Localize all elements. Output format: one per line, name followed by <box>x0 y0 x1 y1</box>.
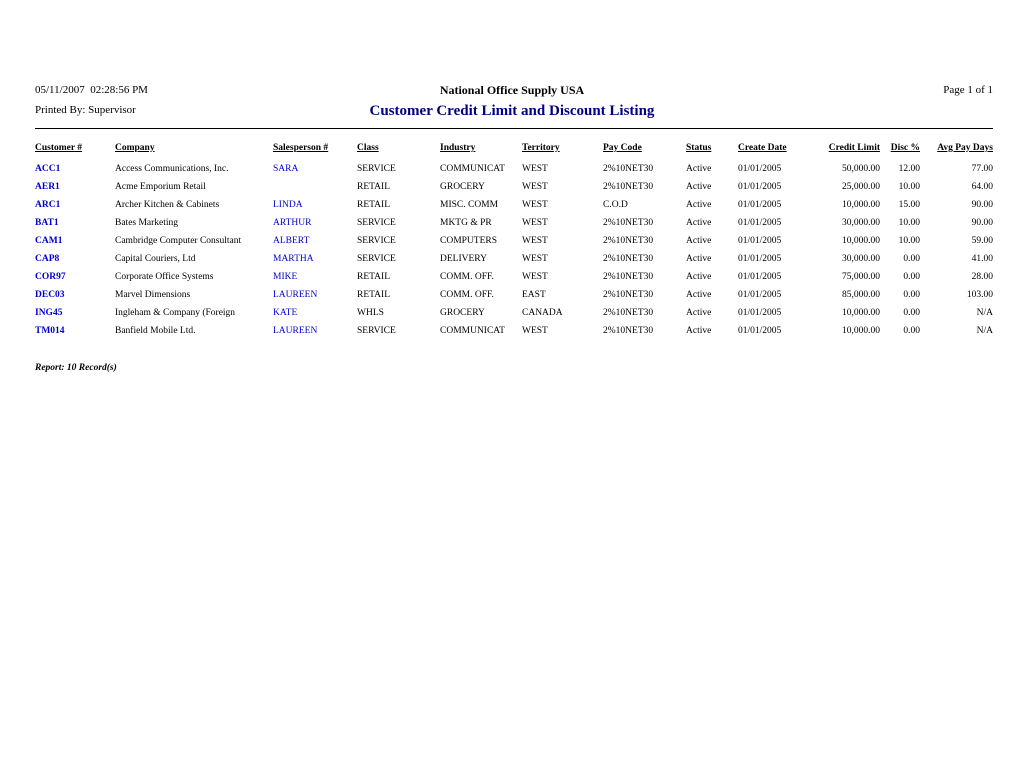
cell-create-date: 01/01/2005 <box>738 290 782 300</box>
cell-territory: WEST <box>522 182 548 192</box>
cell-territory: WEST <box>522 236 548 246</box>
cell-status: Active <box>686 308 712 318</box>
cell-salesperson: ALBERT <box>273 236 310 246</box>
cell-create-date: 01/01/2005 <box>738 326 782 336</box>
cell-salesperson: SARA <box>273 164 299 174</box>
table-row <box>35 254 993 272</box>
cell-company: Banfield Mobile Ltd. <box>115 326 196 336</box>
cell-create-date: 01/01/2005 <box>738 236 782 246</box>
cell-class: SERVICE <box>357 164 396 174</box>
cell-territory: WEST <box>522 218 548 228</box>
cell-customer: ACC1 <box>35 164 61 174</box>
cell-customer: CAM1 <box>35 236 63 246</box>
cell-avg-pay-days: 77.00 <box>971 164 993 174</box>
cell-create-date: 01/01/2005 <box>738 308 782 318</box>
table-row <box>35 326 993 344</box>
cell-status: Active <box>686 164 712 174</box>
column-header-credit-limit: Credit Limit <box>828 143 880 153</box>
cell-industry: GROCERY <box>440 182 485 192</box>
printed-by: Printed By: Supervisor <box>35 104 136 116</box>
cell-customer: CAP8 <box>35 254 60 264</box>
column-header-company: Company <box>115 143 155 153</box>
cell-salesperson: MIKE <box>273 272 298 282</box>
cell-avg-pay-days: 59.00 <box>971 236 993 246</box>
cell-credit-limit: 10,000.00 <box>842 236 880 246</box>
cell-class: RETAIL <box>357 200 391 210</box>
cell-pay-code: 2%10NET30 <box>603 236 654 246</box>
column-header-industry: Industry <box>440 143 476 153</box>
table-row <box>35 236 993 254</box>
cell-status: Active <box>686 200 712 210</box>
cell-avg-pay-days: 103.00 <box>966 290 993 300</box>
cell-class: RETAIL <box>357 272 391 282</box>
table-row <box>35 182 993 200</box>
table-row <box>35 272 993 290</box>
cell-credit-limit: 50,000.00 <box>842 164 880 174</box>
cell-industry: GROCERY <box>440 308 485 318</box>
table-row <box>35 290 993 308</box>
cell-salesperson: LINDA <box>273 200 303 210</box>
table-row <box>35 200 993 218</box>
cell-salesperson <box>273 182 357 200</box>
cell-credit-limit: 10,000.00 <box>842 308 880 318</box>
cell-industry: MKTG & PR <box>440 218 492 228</box>
cell-territory: WEST <box>522 254 548 264</box>
cell-pay-code: 2%10NET30 <box>603 164 654 174</box>
table-row <box>35 164 993 182</box>
cell-pay-code: C.O.D <box>603 200 628 210</box>
table-row <box>35 218 993 236</box>
cell-avg-pay-days: 90.00 <box>971 218 993 228</box>
column-header-pay-code: Pay Code <box>603 143 642 153</box>
cell-credit-limit: 10,000.00 <box>842 326 880 336</box>
cell-customer: ARC1 <box>35 200 61 210</box>
cell-credit-limit: 30,000.00 <box>842 254 880 264</box>
cell-avg-pay-days: 41.00 <box>971 254 993 264</box>
cell-company: Acme Emporium Retail <box>115 182 206 192</box>
column-header-customer: Customer # <box>35 143 83 153</box>
cell-status: Active <box>686 236 712 246</box>
cell-industry: MISC. COMM <box>440 200 499 210</box>
cell-territory: WEST <box>522 200 548 210</box>
cell-avg-pay-days: 28.00 <box>971 272 993 282</box>
cell-industry: COMMUNICAT <box>440 164 505 174</box>
cell-industry: COMPUTERS <box>440 236 498 246</box>
report-title: Customer Credit Limit and Discount Listing <box>369 103 655 119</box>
cell-industry: DELIVERY <box>440 254 487 264</box>
cell-disc: 12.00 <box>898 164 920 174</box>
cell-credit-limit: 10,000.00 <box>842 200 880 210</box>
cell-status: Active <box>686 254 712 264</box>
cell-territory: EAST <box>522 290 546 300</box>
cell-status: Active <box>686 272 712 282</box>
cell-create-date: 01/01/2005 <box>738 254 782 264</box>
cell-disc: 0.00 <box>903 290 920 300</box>
cell-territory: WEST <box>522 326 548 336</box>
cell-class: RETAIL <box>357 182 391 192</box>
header-rule <box>35 128 993 129</box>
cell-class: WHLS <box>357 308 384 318</box>
report-datetime: 05/11/2007 02:28:56 PM <box>35 84 148 96</box>
table-header <box>35 143 993 164</box>
cell-company: Archer Kitchen & Cabinets <box>115 200 220 210</box>
cell-company: Cambridge Computer Consultant <box>115 236 242 246</box>
cell-company: Capital Couriers, Ltd <box>115 254 196 264</box>
cell-status: Active <box>686 218 712 228</box>
cell-pay-code: 2%10NET30 <box>603 308 654 318</box>
table-header-row <box>35 143 993 164</box>
cell-disc: 10.00 <box>898 218 920 228</box>
cell-pay-code: 2%10NET30 <box>603 290 654 300</box>
cell-pay-code: 2%10NET30 <box>603 254 654 264</box>
cell-class: SERVICE <box>357 218 396 228</box>
column-header-avg-pay-days: Avg Pay Days <box>937 143 993 153</box>
column-header-disc: Disc % <box>890 143 920 153</box>
cell-create-date: 01/01/2005 <box>738 164 782 174</box>
cell-customer: BAT1 <box>35 218 59 228</box>
cell-company: Marvel Dimensions <box>115 290 191 300</box>
cell-disc: 15.00 <box>898 200 920 210</box>
cell-create-date: 01/01/2005 <box>738 218 782 228</box>
cell-industry: COMM. OFF. <box>440 290 494 300</box>
cell-avg-pay-days: N/A <box>976 308 993 318</box>
cell-credit-limit: 25,000.00 <box>842 182 880 192</box>
cell-salesperson: KATE <box>273 308 298 318</box>
cell-class: SERVICE <box>357 254 396 264</box>
column-header-territory: Territory <box>522 143 560 153</box>
column-header-status: Status <box>686 143 712 153</box>
cell-customer: ING45 <box>35 308 63 318</box>
cell-company: Corporate Office Systems <box>115 272 214 282</box>
cell-status: Active <box>686 182 712 192</box>
cell-customer: COR97 <box>35 272 66 282</box>
cell-pay-code: 2%10NET30 <box>603 218 654 228</box>
cell-salesperson: ARTHUR <box>273 218 312 228</box>
cell-class: SERVICE <box>357 326 396 336</box>
cell-industry: COMMUNICAT <box>440 326 505 336</box>
cell-create-date: 01/01/2005 <box>738 182 782 192</box>
cell-customer: TM014 <box>35 326 65 336</box>
cell-credit-limit: 85,000.00 <box>842 290 880 300</box>
cell-territory: WEST <box>522 164 548 174</box>
cell-pay-code: 2%10NET30 <box>603 272 654 282</box>
cell-industry: COMM. OFF. <box>440 272 494 282</box>
cell-salesperson: LAUREEN <box>273 326 318 336</box>
cell-salesperson: MARTHA <box>273 254 314 264</box>
cell-disc: 0.00 <box>903 254 920 264</box>
cell-salesperson: LAUREEN <box>273 290 318 300</box>
cell-company: Ingleham & Company (Foreign <box>115 308 236 318</box>
cell-class: SERVICE <box>357 236 396 246</box>
cell-avg-pay-days: 90.00 <box>971 200 993 210</box>
cell-company: Access Communications, Inc. <box>115 164 229 174</box>
column-header-salesperson: Salesperson # <box>273 143 329 153</box>
cell-customer: AER1 <box>35 182 60 192</box>
cell-disc: 10.00 <box>898 182 920 192</box>
cell-status: Active <box>686 290 712 300</box>
cell-pay-code: 2%10NET30 <box>603 326 654 336</box>
column-header-create-date: Create Date <box>738 143 787 153</box>
cell-create-date: 01/01/2005 <box>738 200 782 210</box>
cell-credit-limit: 30,000.00 <box>842 218 880 228</box>
cell-disc: 0.00 <box>903 326 920 336</box>
cell-avg-pay-days: 64.00 <box>971 182 993 192</box>
report-table <box>35 143 993 344</box>
report-footer: Report: 10 Record(s) <box>35 363 117 373</box>
page-indicator: Page 1 of 1 <box>943 84 993 96</box>
cell-disc: 0.00 <box>903 272 920 282</box>
table-body <box>35 164 993 344</box>
cell-territory: WEST <box>522 272 548 282</box>
cell-avg-pay-days: N/A <box>976 326 993 336</box>
column-header-class: Class <box>357 143 379 153</box>
cell-customer: DEC03 <box>35 290 65 300</box>
cell-company: Bates Marketing <box>115 218 179 228</box>
cell-create-date: 01/01/2005 <box>738 272 782 282</box>
cell-class: RETAIL <box>357 290 391 300</box>
cell-credit-limit: 75,000.00 <box>842 272 880 282</box>
cell-status: Active <box>686 326 712 336</box>
cell-pay-code: 2%10NET30 <box>603 182 654 192</box>
company-name: National Office Supply USA <box>439 83 585 97</box>
cell-disc: 0.00 <box>903 308 920 318</box>
cell-territory: CANADA <box>522 308 563 318</box>
table-row <box>35 308 993 326</box>
cell-disc: 10.00 <box>898 236 920 246</box>
